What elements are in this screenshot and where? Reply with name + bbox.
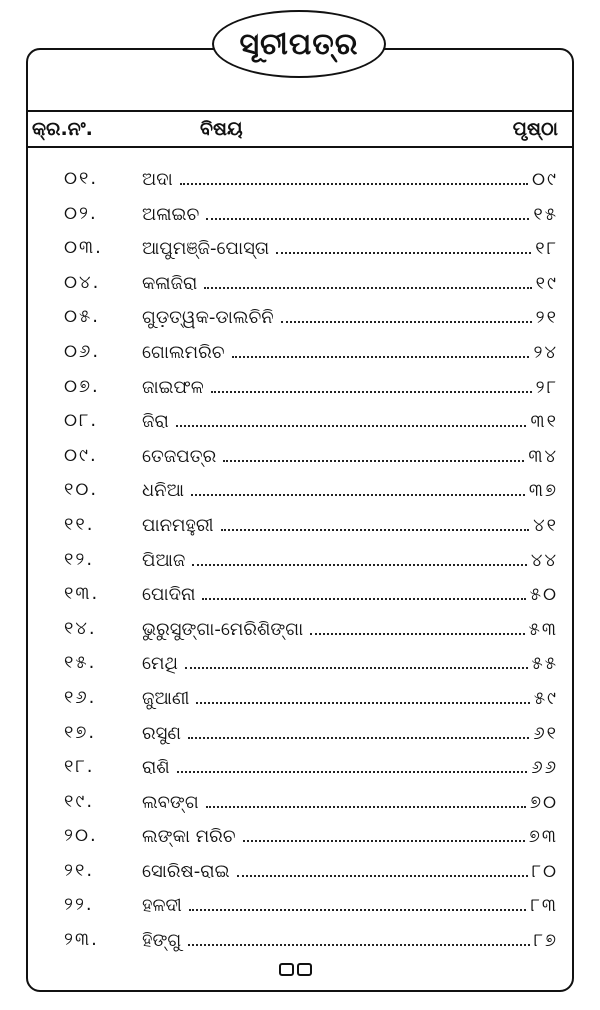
item-number: ୦୮. [64, 410, 99, 432]
item-page: ୭୩ [528, 826, 558, 848]
dot-leader [237, 860, 528, 877]
list-item[interactable] [28, 614, 572, 649]
header-number: କ୍ର.ନଂ. [32, 118, 93, 140]
list-item[interactable] [28, 683, 572, 718]
dot-leader [276, 237, 531, 254]
item-number: ୦୧. [64, 168, 99, 189]
item-topic: ଜିରା [142, 411, 169, 433]
item-number: ୦୪. [64, 271, 101, 293]
list-item[interactable] [28, 890, 572, 925]
dot-leader [211, 376, 532, 393]
item-topic: କଳାଜିରା [142, 272, 198, 294]
item-number: ୨୧. [64, 859, 95, 881]
dot-leader [189, 894, 527, 911]
list-item[interactable] [28, 406, 572, 441]
item-topic: ଗୋଲମରିଚ [142, 341, 225, 363]
item-topic: ଲଙ୍କା ମରିଚ [142, 826, 236, 848]
item-page: ୫୩ [528, 618, 558, 640]
item-number: ୧୨. [64, 548, 95, 570]
item-topic: ପୋଦିନା [142, 584, 196, 606]
item-number: ୧୧. [64, 513, 95, 535]
dot-leader [243, 825, 525, 842]
dot-leader [177, 756, 528, 773]
dot-leader [192, 549, 527, 566]
list-item[interactable] [28, 302, 572, 337]
item-number: ୧୦. [64, 479, 99, 501]
item-page: ୩୪ [528, 445, 558, 467]
item-topic: ପାନମହୁରୀ [142, 514, 214, 536]
dot-leader [310, 618, 524, 635]
item-page: ୫୫ [531, 653, 558, 675]
item-number: ୧୩. [64, 583, 100, 605]
list-item[interactable] [28, 925, 572, 960]
dot-leader [232, 341, 530, 358]
item-topic: ଆପୁମଞ୍ଜି-ପୋସ୍ତା [142, 238, 270, 260]
dot-leader [223, 445, 524, 462]
dot-leader [180, 168, 528, 185]
item-page: ୭୦ [529, 791, 558, 813]
list-item[interactable] [28, 372, 572, 407]
list-item[interactable] [28, 164, 572, 199]
item-topic: ଅଦା [142, 169, 173, 190]
item-number: ୦୨. [64, 202, 98, 224]
item-number: ୧୪. [64, 617, 97, 639]
dot-leader [188, 722, 529, 739]
list-item[interactable] [28, 441, 572, 476]
item-topic: ରସୁଣ [142, 722, 181, 744]
list-item[interactable] [28, 821, 572, 856]
dot-leader [206, 203, 529, 220]
item-topic: ଗୁଡ଼ତ୍ୱକ-ଡାଲଚିନି [142, 307, 274, 329]
item-number: ୦୩. [64, 237, 103, 259]
contents-list [28, 164, 572, 960]
item-number: ୦୫. [64, 306, 100, 328]
item-page: ୮୦ [531, 860, 558, 882]
header-page: ପୃଷ୍ଠା [512, 118, 558, 140]
list-item[interactable] [28, 648, 572, 683]
item-topic: ହିଙ୍ଗୁ [142, 930, 182, 952]
item-topic: ଲବଙ୍ଗ [142, 791, 199, 813]
item-number: ୧୭. [64, 721, 97, 743]
item-topic: ଅଳାଇଚ [142, 203, 200, 225]
dot-leader [206, 791, 526, 808]
header-topic: ବିଷୟ [200, 118, 243, 140]
end-ornament [279, 963, 312, 976]
list-item[interactable] [28, 268, 572, 303]
item-number: ୦୬. [64, 340, 101, 362]
item-topic: ଧନିଆ [142, 480, 185, 502]
ornament-square-icon [297, 963, 312, 976]
item-number: ୨୨. [64, 894, 94, 916]
item-topic: ଜାଇଫଳ [142, 376, 204, 398]
dot-leader [176, 410, 527, 427]
item-number: ୦୭. [64, 375, 100, 397]
item-page: ୨୮ [535, 376, 558, 398]
table-header [28, 110, 572, 148]
dot-leader [221, 514, 530, 531]
item-page: ୮୩ [530, 895, 558, 917]
ornament-square-icon [279, 963, 294, 976]
item-page: ୫୦ [529, 584, 558, 606]
item-topic: ଜୁଆଣୀ [142, 687, 190, 709]
item-topic: ସୋରିଷ-ରାଇ [142, 860, 230, 882]
item-page: ୩୧ [530, 411, 558, 433]
item-number: ୨୦. [64, 825, 98, 847]
dot-leader [188, 929, 529, 946]
item-number: ୨୩. [64, 929, 99, 951]
dot-leader [204, 272, 531, 289]
item-page: ୫୯ [533, 687, 558, 709]
item-page: ୬୬ [531, 757, 558, 779]
dot-leader [281, 306, 532, 323]
item-page: ୪୧ [533, 514, 558, 536]
item-page: ୮୭ [533, 930, 558, 952]
item-number: ୧୮. [64, 756, 95, 778]
list-item[interactable] [28, 579, 572, 614]
list-item[interactable] [28, 475, 572, 510]
item-page: ୪୪ [530, 549, 558, 571]
item-number: ୦୯. [64, 444, 98, 466]
list-item[interactable] [28, 856, 572, 891]
list-item[interactable] [28, 233, 572, 268]
item-page: ୧୯ [535, 272, 558, 294]
list-item[interactable] [28, 718, 572, 753]
dot-leader [196, 687, 529, 704]
dot-leader [185, 652, 528, 669]
item-page: ୧୮ [535, 238, 558, 260]
list-item[interactable] [28, 199, 572, 234]
item-topic: ପିଆଜ [142, 549, 186, 571]
list-item[interactable] [28, 510, 572, 545]
item-topic: ଭୁରୁସୁଙ୍ଗା-ମେରିଶିଙ୍ଗା [142, 618, 304, 640]
page-title: ସୂଚୀପତ୍ର [212, 10, 386, 78]
item-number: ୧୫. [64, 652, 97, 674]
item-topic: ରାଶି [142, 757, 170, 779]
dot-leader [191, 479, 525, 496]
list-item[interactable] [28, 752, 572, 787]
item-topic: ମେଥି [142, 653, 178, 675]
item-page: ୨୪ [533, 341, 558, 363]
item-page: ୦୯ [532, 169, 558, 190]
item-number: ୧୯. [64, 790, 95, 812]
item-page: ୧୫ [533, 203, 558, 225]
item-page: ୩୭ [528, 480, 558, 502]
item-number: ୧୬. [64, 686, 97, 708]
dot-leader [202, 583, 525, 600]
item-page: ୬୧ [533, 722, 558, 744]
list-item[interactable] [28, 337, 572, 372]
item-topic: ହଳଦୀ [142, 895, 182, 917]
item-topic: ତେଜପତ୍ର [142, 445, 217, 467]
item-page: ୨୧ [535, 307, 558, 329]
list-item[interactable] [28, 545, 572, 580]
list-item[interactable] [28, 787, 572, 822]
